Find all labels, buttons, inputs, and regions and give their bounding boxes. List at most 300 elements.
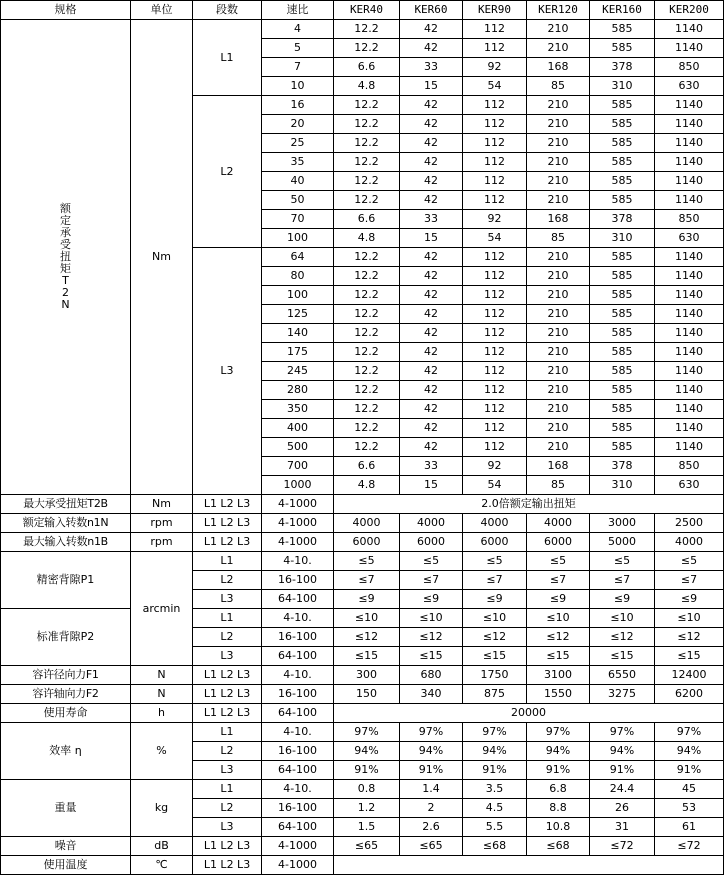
merged-value-cell: 2.0倍额定输出扭矩 xyxy=(334,495,724,514)
rated-torque-label xyxy=(1,20,131,495)
value-cell: 97% xyxy=(334,723,400,742)
value-cell: 378 xyxy=(590,58,655,77)
value-cell: 4.5 xyxy=(463,799,527,818)
value-cell: ≤9 xyxy=(590,590,655,609)
unit-cell: ℃ xyxy=(131,856,193,875)
value-cell: 94% xyxy=(400,742,463,761)
value-cell: 6.8 xyxy=(527,780,590,799)
value-cell: ≤9 xyxy=(400,590,463,609)
ratio-cell: 64-100 xyxy=(262,761,334,780)
value-cell: 94% xyxy=(527,742,590,761)
value-cell: 1140 xyxy=(655,153,724,172)
ratio-cell: 16 xyxy=(262,96,334,115)
stage-cell: L2 xyxy=(193,742,262,761)
value-cell: 12.2 xyxy=(334,153,400,172)
value-cell: 3.5 xyxy=(463,780,527,799)
ratio-cell: 16-100 xyxy=(262,571,334,590)
value-cell: 42 xyxy=(400,381,463,400)
ratio-cell: 400 xyxy=(262,419,334,438)
rated-torque-label-char: T xyxy=(62,274,69,287)
backlash-precision-label: 精密背隙P1 xyxy=(1,552,131,609)
value-cell: 585 xyxy=(590,362,655,381)
value-cell: 1750 xyxy=(463,666,527,685)
value-cell: ≤15 xyxy=(334,647,400,666)
value-cell: 12.2 xyxy=(334,286,400,305)
merged-value-cell: 20000 xyxy=(334,704,724,723)
value-cell: 2 xyxy=(400,799,463,818)
stage-cell: L1 L2 L3 xyxy=(193,837,262,856)
value-cell: 54 xyxy=(463,77,527,96)
value-cell: ≤7 xyxy=(655,571,724,590)
value-cell: 33 xyxy=(400,58,463,77)
value-cell: 585 xyxy=(590,286,655,305)
value-cell: 585 xyxy=(590,39,655,58)
table-header xyxy=(1,1,724,20)
value-cell: 1140 xyxy=(655,20,724,39)
value-cell: 112 xyxy=(463,343,527,362)
ratio-cell: 280 xyxy=(262,381,334,400)
rated-torque-label-char: 2 xyxy=(62,286,69,299)
value-cell: ≤10 xyxy=(463,609,527,628)
value-cell: 91% xyxy=(655,761,724,780)
value-cell: 1140 xyxy=(655,248,724,267)
life-label: 使用寿命 xyxy=(1,704,131,723)
value-cell: 585 xyxy=(590,115,655,134)
value-cell: 210 xyxy=(527,248,590,267)
ratio-cell: 4-1000 xyxy=(262,533,334,552)
value-cell: 24.4 xyxy=(590,780,655,799)
rated-speed-row xyxy=(1,514,724,533)
stage-cell: L3 xyxy=(193,761,262,780)
ratio-cell: 4-10. xyxy=(262,780,334,799)
header-ker160: KER160 xyxy=(590,1,655,20)
value-cell: 585 xyxy=(590,172,655,191)
ratio-cell: 4-10. xyxy=(262,666,334,685)
value-cell: 42 xyxy=(400,39,463,58)
value-cell: ≤7 xyxy=(334,571,400,590)
value-cell: 61 xyxy=(655,818,724,837)
value-cell: 310 xyxy=(590,77,655,96)
value-cell: ≤9 xyxy=(527,590,590,609)
value-cell: 1.4 xyxy=(400,780,463,799)
value-cell: 585 xyxy=(590,438,655,457)
value-cell: 210 xyxy=(527,96,590,115)
value-cell: 92 xyxy=(463,58,527,77)
value-cell: 94% xyxy=(655,742,724,761)
value-cell: 850 xyxy=(655,58,724,77)
stage-cell: L1 L2 L3 xyxy=(193,666,262,685)
value-cell: 168 xyxy=(527,457,590,476)
value-cell: ≤12 xyxy=(400,628,463,647)
value-cell: ≤65 xyxy=(334,837,400,856)
value-cell: 378 xyxy=(590,457,655,476)
value-cell: 112 xyxy=(463,153,527,172)
ratio-cell: 16-100 xyxy=(262,742,334,761)
value-cell: ≤72 xyxy=(655,837,724,856)
ratio-cell: 70 xyxy=(262,210,334,229)
rated-speed-row-label: 额定输入转数n1N xyxy=(1,514,131,533)
noise-row-label: 噪音 xyxy=(1,837,131,856)
value-cell: 6.6 xyxy=(334,58,400,77)
value-cell: 1140 xyxy=(655,400,724,419)
value-cell: 1.5 xyxy=(334,818,400,837)
value-cell: 12.2 xyxy=(334,381,400,400)
value-cell: 15 xyxy=(400,229,463,248)
value-cell: ≤10 xyxy=(334,609,400,628)
header-ker90: KER90 xyxy=(463,1,527,20)
rated-torque-label-char: 额 xyxy=(60,202,71,215)
efficiency-row xyxy=(1,723,724,742)
table-body xyxy=(1,20,724,875)
ratio-cell: 5 xyxy=(262,39,334,58)
ratio-cell: 80 xyxy=(262,267,334,286)
value-cell: 45 xyxy=(655,780,724,799)
ratio-cell: 245 xyxy=(262,362,334,381)
value-cell: 12.2 xyxy=(334,305,400,324)
ratio-cell: 4-1000 xyxy=(262,856,334,875)
value-cell: ≤7 xyxy=(590,571,655,590)
ratio-cell: 125 xyxy=(262,305,334,324)
value-cell: 15 xyxy=(400,77,463,96)
value-cell: 112 xyxy=(463,305,527,324)
value-cell: 112 xyxy=(463,115,527,134)
value-cell: 1140 xyxy=(655,381,724,400)
unit-cell: kg xyxy=(131,780,193,837)
stage-cell: L3 xyxy=(193,248,262,495)
efficiency-row-label: 效率 η xyxy=(1,723,131,780)
value-cell: 1140 xyxy=(655,324,724,343)
ratio-cell: 64-100 xyxy=(262,818,334,837)
value-cell: 53 xyxy=(655,799,724,818)
value-cell: 85 xyxy=(527,229,590,248)
value-cell: 112 xyxy=(463,20,527,39)
value-cell: 12.2 xyxy=(334,20,400,39)
rated-torque-label-char: 扭 xyxy=(60,250,71,263)
value-cell: 6000 xyxy=(527,533,590,552)
torque-row xyxy=(1,20,724,39)
ratio-cell: 350 xyxy=(262,400,334,419)
value-cell: 12.2 xyxy=(334,400,400,419)
value-cell: ≤15 xyxy=(463,647,527,666)
value-cell: 3100 xyxy=(527,666,590,685)
stage-cell: L1 L2 L3 xyxy=(193,685,262,704)
ratio-cell: 4-1000 xyxy=(262,514,334,533)
ratio-cell: 500 xyxy=(262,438,334,457)
value-cell: 210 xyxy=(527,134,590,153)
stage-cell: L1 L2 L3 xyxy=(193,514,262,533)
value-cell: 210 xyxy=(527,362,590,381)
stage-cell: L3 xyxy=(193,647,262,666)
value-cell: 33 xyxy=(400,457,463,476)
value-cell: ≤12 xyxy=(463,628,527,647)
value-cell: 4000 xyxy=(527,514,590,533)
value-cell: 12.2 xyxy=(334,438,400,457)
rated-torque-label-char: 矩 xyxy=(60,262,71,275)
value-cell: 210 xyxy=(527,153,590,172)
value-cell: 1140 xyxy=(655,191,724,210)
value-cell: ≤10 xyxy=(655,609,724,628)
value-cell: 12.2 xyxy=(334,267,400,286)
value-cell: 42 xyxy=(400,400,463,419)
value-cell: 585 xyxy=(590,267,655,286)
ratio-cell: 4-10. xyxy=(262,723,334,742)
ratio-cell: 4-1000 xyxy=(262,837,334,856)
value-cell: 42 xyxy=(400,419,463,438)
value-cell: ≤7 xyxy=(400,571,463,590)
unit-cell: % xyxy=(131,723,193,780)
value-cell: 42 xyxy=(400,20,463,39)
value-cell: 3275 xyxy=(590,685,655,704)
value-cell: 91% xyxy=(590,761,655,780)
value-cell: 97% xyxy=(590,723,655,742)
rated-torque-unit: Nm xyxy=(131,20,193,495)
ratio-cell: 16-100 xyxy=(262,628,334,647)
stage-cell: L2 xyxy=(193,96,262,248)
value-cell: 91% xyxy=(400,761,463,780)
unit-cell: h xyxy=(131,704,193,723)
value-cell: 585 xyxy=(590,153,655,172)
value-cell: 210 xyxy=(527,39,590,58)
ratio-cell: 40 xyxy=(262,172,334,191)
header-ker200: KER200 xyxy=(655,1,724,20)
value-cell: 210 xyxy=(527,419,590,438)
value-cell: 210 xyxy=(527,115,590,134)
ratio-cell: 64-100 xyxy=(262,647,334,666)
axial-force-row xyxy=(1,685,724,704)
value-cell: 42 xyxy=(400,191,463,210)
stage-cell: L1 xyxy=(193,609,262,628)
value-cell: 210 xyxy=(527,286,590,305)
value-cell: ≤5 xyxy=(400,552,463,571)
value-cell: ≤7 xyxy=(527,571,590,590)
value-cell: 12.2 xyxy=(334,191,400,210)
ratio-cell: 4-10. xyxy=(262,552,334,571)
merged-empty-cell xyxy=(334,856,724,875)
value-cell: 630 xyxy=(655,229,724,248)
value-cell: ≤15 xyxy=(400,647,463,666)
value-cell: 10.8 xyxy=(527,818,590,837)
value-cell: ≤7 xyxy=(463,571,527,590)
value-cell: ≤5 xyxy=(334,552,400,571)
value-cell: 12.2 xyxy=(334,324,400,343)
rated-torque-label-char: 定 xyxy=(60,214,71,227)
value-cell: 6000 xyxy=(463,533,527,552)
value-cell: ≤68 xyxy=(463,837,527,856)
value-cell: 112 xyxy=(463,362,527,381)
value-cell: 585 xyxy=(590,20,655,39)
value-cell: 42 xyxy=(400,96,463,115)
value-cell: 4000 xyxy=(655,533,724,552)
value-cell: ≤10 xyxy=(527,609,590,628)
value-cell: ≤68 xyxy=(527,837,590,856)
header-stage: 段数 xyxy=(193,1,262,20)
temperature-row xyxy=(1,856,724,875)
max-torque-row xyxy=(1,495,724,514)
unit-cell: N xyxy=(131,685,193,704)
ratio-cell: 7 xyxy=(262,58,334,77)
value-cell: 585 xyxy=(590,419,655,438)
ratio-cell: 1000 xyxy=(262,476,334,495)
header-spec: 规格 xyxy=(1,1,131,20)
backlash-row xyxy=(1,552,724,571)
value-cell: 378 xyxy=(590,210,655,229)
value-cell: 33 xyxy=(400,210,463,229)
value-cell: 875 xyxy=(463,685,527,704)
value-cell: 680 xyxy=(400,666,463,685)
header-row xyxy=(1,1,724,20)
value-cell: 85 xyxy=(527,77,590,96)
value-cell: 210 xyxy=(527,324,590,343)
backlash-row xyxy=(1,609,724,628)
value-cell: 94% xyxy=(334,742,400,761)
value-cell: 112 xyxy=(463,134,527,153)
value-cell: 585 xyxy=(590,343,655,362)
ratio-cell: 64-100 xyxy=(262,590,334,609)
value-cell: 97% xyxy=(400,723,463,742)
value-cell: 42 xyxy=(400,362,463,381)
value-cell: 42 xyxy=(400,286,463,305)
ratio-cell: 10 xyxy=(262,77,334,96)
stage-cell: L2 xyxy=(193,799,262,818)
header-ker120: KER120 xyxy=(527,1,590,20)
ratio-cell: 25 xyxy=(262,134,334,153)
value-cell: 112 xyxy=(463,400,527,419)
value-cell: 5000 xyxy=(590,533,655,552)
value-cell: 850 xyxy=(655,210,724,229)
value-cell: 91% xyxy=(463,761,527,780)
value-cell: 112 xyxy=(463,419,527,438)
value-cell: 42 xyxy=(400,324,463,343)
value-cell: ≤5 xyxy=(527,552,590,571)
ratio-cell: 64-100 xyxy=(262,704,334,723)
value-cell: 97% xyxy=(463,723,527,742)
value-cell: 5.5 xyxy=(463,818,527,837)
stage-cell: L1 L2 L3 xyxy=(193,495,262,514)
radial-force-row-label: 容许径向力F1 xyxy=(1,666,131,685)
value-cell: 42 xyxy=(400,248,463,267)
value-cell: 112 xyxy=(463,267,527,286)
ratio-cell: 140 xyxy=(262,324,334,343)
value-cell: 210 xyxy=(527,305,590,324)
value-cell: 42 xyxy=(400,305,463,324)
value-cell: 210 xyxy=(527,400,590,419)
value-cell: ≤15 xyxy=(527,647,590,666)
value-cell: 585 xyxy=(590,400,655,419)
ratio-cell: 20 xyxy=(262,115,334,134)
unit-cell: N xyxy=(131,666,193,685)
value-cell: 112 xyxy=(463,172,527,191)
value-cell: 12400 xyxy=(655,666,724,685)
value-cell: ≤15 xyxy=(655,647,724,666)
value-cell: 210 xyxy=(527,438,590,457)
value-cell: 3000 xyxy=(590,514,655,533)
value-cell: 42 xyxy=(400,172,463,191)
value-cell: 300 xyxy=(334,666,400,685)
value-cell: 112 xyxy=(463,191,527,210)
noise-row xyxy=(1,837,724,856)
value-cell: 4000 xyxy=(334,514,400,533)
rated-torque-label-char: N xyxy=(61,298,70,311)
value-cell: 12.2 xyxy=(334,96,400,115)
value-cell: 850 xyxy=(655,457,724,476)
value-cell: 6.6 xyxy=(334,210,400,229)
ratio-cell: 100 xyxy=(262,286,334,305)
ratio-cell: 100 xyxy=(262,229,334,248)
ratio-cell: 4-10. xyxy=(262,609,334,628)
value-cell: 1140 xyxy=(655,305,724,324)
backlash-standard-label: 标准背隙P2 xyxy=(1,609,131,666)
max-speed-row-label: 最大输入转数n1B xyxy=(1,533,131,552)
value-cell: 112 xyxy=(463,286,527,305)
value-cell: ≤10 xyxy=(400,609,463,628)
value-cell: 585 xyxy=(590,324,655,343)
value-cell: 12.2 xyxy=(334,419,400,438)
value-cell: 112 xyxy=(463,39,527,58)
value-cell: 12.2 xyxy=(334,362,400,381)
value-cell: ≤5 xyxy=(590,552,655,571)
value-cell: 210 xyxy=(527,343,590,362)
value-cell: 1140 xyxy=(655,96,724,115)
value-cell: 1140 xyxy=(655,267,724,286)
value-cell: 15 xyxy=(400,476,463,495)
ratio-cell: 50 xyxy=(262,191,334,210)
value-cell: 340 xyxy=(400,685,463,704)
stage-cell: L1 xyxy=(193,780,262,799)
value-cell: 94% xyxy=(590,742,655,761)
temperature-label: 使用温度 xyxy=(1,856,131,875)
value-cell: 1140 xyxy=(655,362,724,381)
weight-row-label: 重量 xyxy=(1,780,131,837)
value-cell: ≤15 xyxy=(590,647,655,666)
value-cell: ≤12 xyxy=(527,628,590,647)
stage-cell: L1 xyxy=(193,552,262,571)
stage-cell: L1 L2 L3 xyxy=(193,533,262,552)
value-cell: ≤9 xyxy=(655,590,724,609)
value-cell: 1.2 xyxy=(334,799,400,818)
stage-cell: L1 L2 L3 xyxy=(193,856,262,875)
value-cell: 12.2 xyxy=(334,248,400,267)
value-cell: 26 xyxy=(590,799,655,818)
value-cell: 1550 xyxy=(527,685,590,704)
value-cell: ≤12 xyxy=(334,628,400,647)
value-cell: 12.2 xyxy=(334,39,400,58)
value-cell: 210 xyxy=(527,267,590,286)
unit-cell: rpm xyxy=(131,533,193,552)
rated-torque-label-char: 承 xyxy=(60,226,71,239)
value-cell: 54 xyxy=(463,476,527,495)
value-cell: 6200 xyxy=(655,685,724,704)
value-cell: 1140 xyxy=(655,39,724,58)
value-cell: 31 xyxy=(590,818,655,837)
value-cell: 92 xyxy=(463,210,527,229)
value-cell: 630 xyxy=(655,77,724,96)
value-cell: ≤5 xyxy=(463,552,527,571)
header-ker60: KER60 xyxy=(400,1,463,20)
value-cell: 630 xyxy=(655,476,724,495)
value-cell: 91% xyxy=(334,761,400,780)
value-cell: 210 xyxy=(527,172,590,191)
header-unit: 单位 xyxy=(131,1,193,20)
value-cell: 585 xyxy=(590,248,655,267)
value-cell: 54 xyxy=(463,229,527,248)
stage-cell: L3 xyxy=(193,590,262,609)
value-cell: 112 xyxy=(463,324,527,343)
value-cell: 4.8 xyxy=(334,229,400,248)
value-cell: 42 xyxy=(400,267,463,286)
value-cell: 112 xyxy=(463,96,527,115)
value-cell: ≤10 xyxy=(590,609,655,628)
axial-force-row-label: 容许轴向力F2 xyxy=(1,685,131,704)
